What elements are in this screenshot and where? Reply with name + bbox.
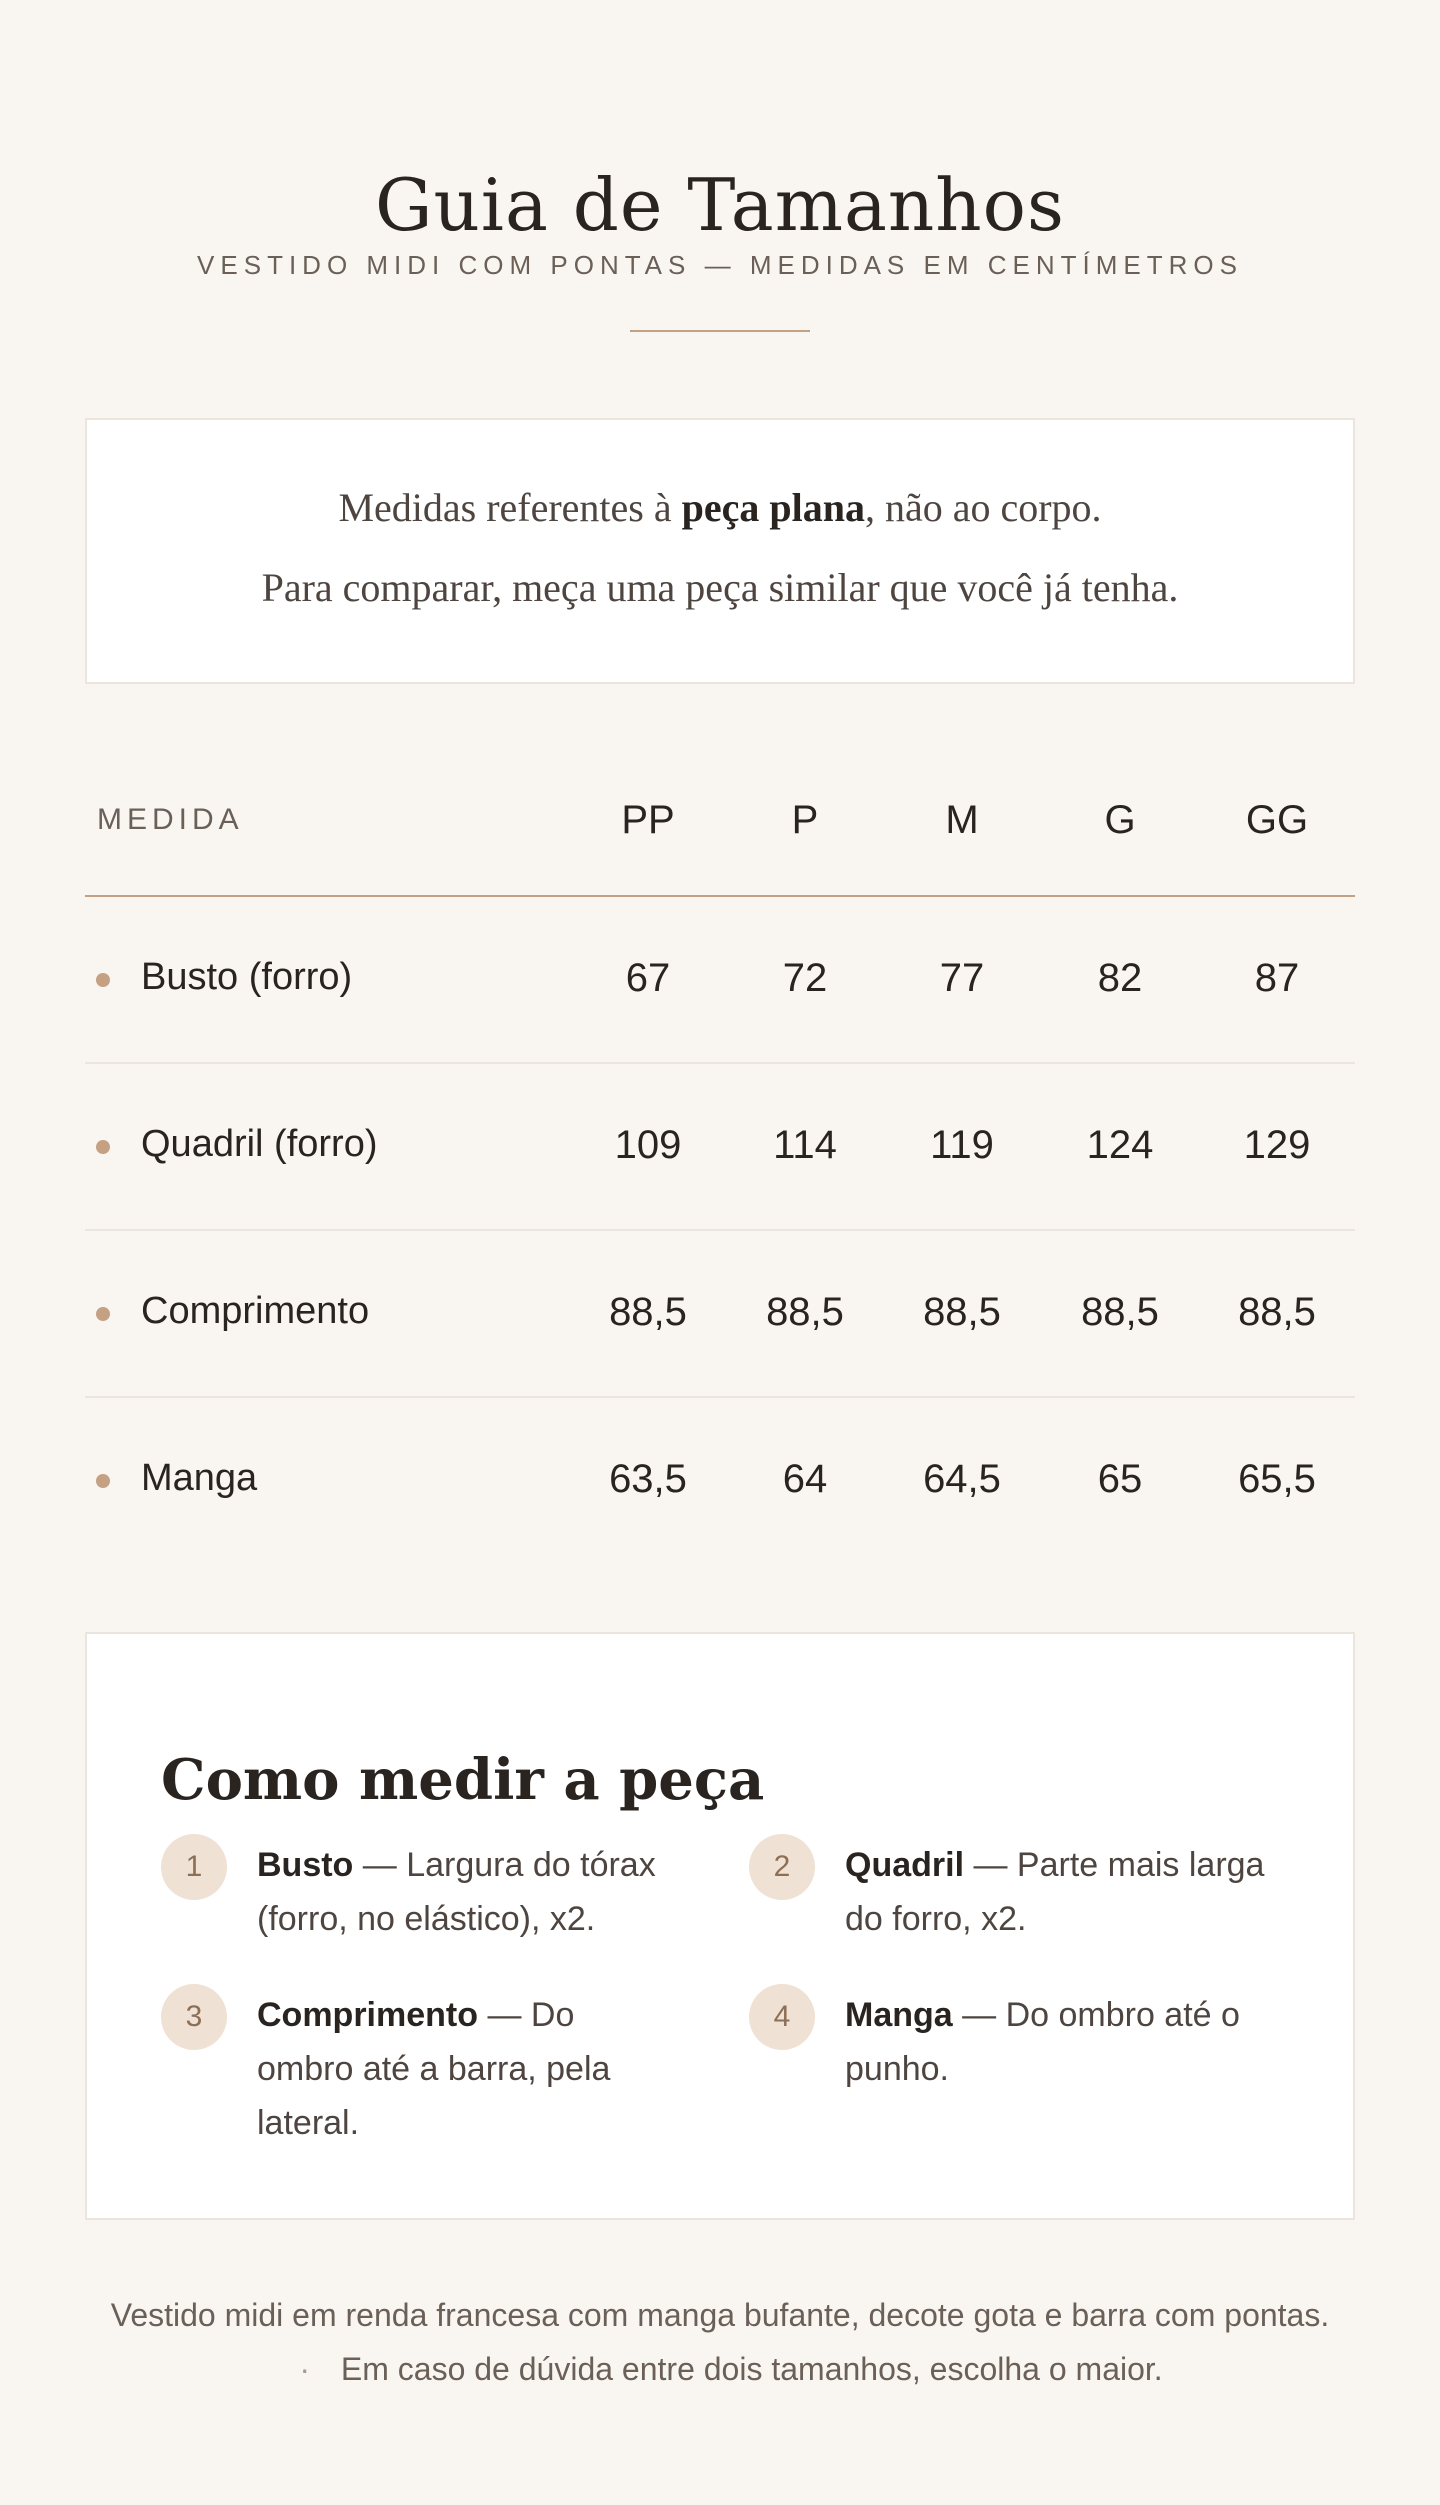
row-label: Busto (forro) [141, 956, 353, 998]
size-tip: Em caso de dúvida entre dois tamanhos, escolha o maior. [340, 2351, 1163, 2387]
step-term: Quadril [845, 1846, 965, 1884]
table-cell: 88,5 [923, 1290, 1001, 1334]
table-row [85, 1064, 1355, 1231]
page-title: Guia de Tamanhos [375, 163, 1065, 248]
product-footer-note [105, 2288, 1335, 2396]
step-description: — Do ombro até a barra, pela lateral. [257, 1996, 611, 2142]
table-cell: 82 [1097, 956, 1143, 1000]
note-line-2: Para comparar, meça uma peça similar que você já tenha. [261, 565, 1179, 610]
table-cell: 63,5 [609, 1457, 687, 1501]
table-cell: 65 [1097, 1457, 1143, 1501]
how-to-measure-card [85, 1632, 1355, 2220]
table-cell: 67 [625, 956, 671, 1000]
page-subtitle: VESTIDO MIDI COM PONTAS — MEDIDAS EM CENTÍMETROS [197, 250, 1243, 280]
table-cell: 114 [773, 1123, 837, 1167]
flat-measurement-note [85, 418, 1355, 684]
row-label: Manga [141, 1457, 258, 1499]
step-description: — Do ombro até o punho. [845, 1996, 1240, 2088]
table-cell: 64,5 [923, 1457, 1001, 1501]
step-number-badge: 1 [161, 1834, 227, 1900]
table-cell: 119 [930, 1123, 994, 1167]
step-text [845, 1988, 1265, 2096]
size-header-p: P [791, 798, 819, 842]
bullet-dot-icon [96, 1307, 110, 1321]
table-cell: 109 [614, 1123, 682, 1167]
table-row [85, 1398, 1355, 1563]
row-label: Quadril (forro) [141, 1123, 378, 1165]
step-number-badge: 2 [749, 1834, 815, 1900]
size-table [85, 755, 1355, 1563]
bullet-dot-icon [96, 973, 110, 987]
product-description: Vestido midi em renda francesa com manga bufante, decote gota e barra com pontas. [110, 2297, 1330, 2333]
table-cell: 65,5 [1238, 1457, 1316, 1501]
note-line-1-end: , não ao corpo. [864, 485, 1102, 530]
step-term: Comprimento [257, 1996, 478, 2034]
step-description: — Largura do tórax (forro, no elástico), x2. [257, 1846, 656, 1938]
size-header-m: M [945, 798, 979, 842]
measure-column-header: MEDIDA [97, 803, 244, 836]
step-number-badge: 3 [161, 1984, 227, 2050]
step-number-badge: 4 [749, 1984, 815, 2050]
step-term: Manga [845, 1996, 953, 2034]
note-line-1-start: Medidas referentes à [338, 485, 682, 530]
table-cell: 77 [939, 956, 985, 1000]
table-cell: 88,5 [766, 1290, 844, 1334]
table-cell: 72 [782, 956, 828, 1000]
row-label: Comprimento [141, 1290, 370, 1332]
bullet-dot-icon [96, 1140, 110, 1154]
size-header-g: G [1104, 798, 1136, 842]
how-to-measure-title: Como medir a peça [161, 1747, 765, 1814]
table-header [85, 755, 1355, 897]
step-term: Busto [257, 1846, 354, 1884]
table-cell: 129 [1243, 1123, 1311, 1167]
bullet-dot-icon [96, 1474, 110, 1488]
table-cell: 87 [1254, 956, 1300, 1000]
table-cell: 88,5 [609, 1290, 687, 1334]
table-row [85, 1231, 1355, 1398]
title-divider [630, 330, 810, 332]
step-text [257, 1988, 677, 2150]
step-text [257, 1838, 677, 1946]
size-header-gg: GG [1245, 798, 1309, 842]
note-line-1-emphasis: peça plana [681, 485, 865, 530]
table-row [85, 897, 1355, 1064]
table-cell: 88,5 [1238, 1290, 1316, 1334]
table-cell: 64 [782, 1457, 828, 1501]
step-text [845, 1838, 1265, 1946]
note-line-1 [87, 484, 1353, 532]
step-description: — Parte mais larga do forro, x2. [845, 1846, 1265, 1938]
table-cell: 124 [1086, 1123, 1154, 1167]
table-cell: 88,5 [1081, 1290, 1159, 1334]
footer-separator: · [299, 2351, 310, 2387]
size-header-pp: PP [621, 798, 675, 842]
